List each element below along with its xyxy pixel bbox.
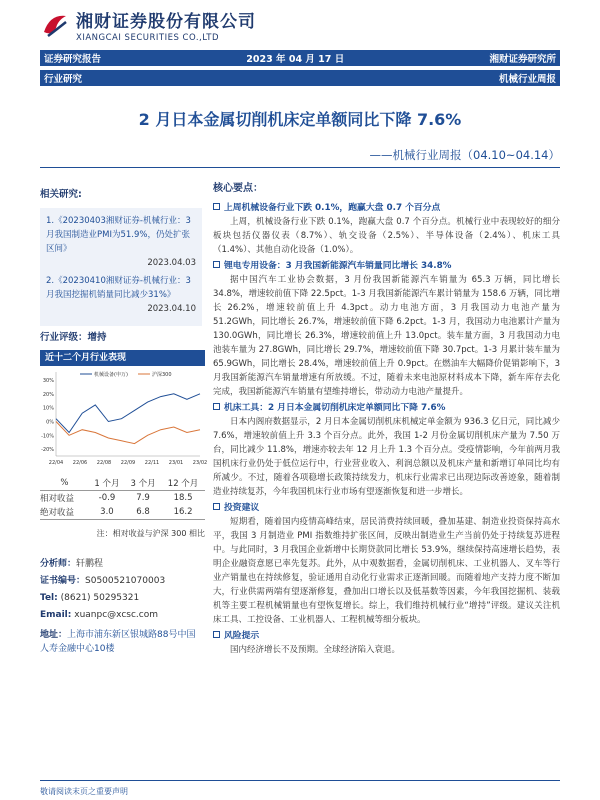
table-cell: 相对收益 (40, 494, 75, 504)
table-cell: 7.9 (136, 493, 150, 503)
table-header: 1 个月 (89, 476, 125, 491)
square-bullet-icon (213, 203, 220, 210)
address-text: 上海市浦东新区银城路88号中国人寿金融中心10楼 (40, 630, 196, 654)
related-list (40, 208, 202, 326)
point-body: 据中国汽车工业协会数据，3 月份我国新能源汽车销量为 65.3 万辆，同比增长 34.8%，增速较前值下降 22.5pct。1-3 月我国新能源汽车累计销量为 158.6 万辆，同比增长 26.2%，增速较前值上升 4.3pct。动力电池方面，3 月我国动力电池产量为 51.2GWh，同比增长 26.7%，增速较前值下降 6.2pct。1-3 月，我国动力电池累计产量为 130.0GWh，同比增长 26.3%，增速较前值上升 13.0pct。装车量方面，3 月我国动力电池装车量为 27.8GWh，同比增长 29.7%，增速较前值下降 30.7pct。1-3 月累计装车量为 65.9GWh，同比增长 28.4%，增速较前值上升 0.9pct。在燃油车大幅降价促销影响下，3 月我国新能源汽车销量增速有所放缓。不过，随着未来电池原材料成本下降，新车库存去化完成，我国新能源汽车销量有望维持增长，带动动力电池产量提升。 (213, 275, 560, 397)
report-category: 行业研究 (44, 74, 83, 85)
tel-label: Tel: (40, 593, 58, 603)
point-title: 机床工具：2 月日本金属切削机床定单额同比下降 7.6% (224, 403, 446, 413)
header-bar-2 (40, 70, 560, 86)
point-section (213, 201, 560, 257)
point-title: 上周机械设备行业下跌 0.1%，跑赢大盘 0.7 个百分点 (224, 203, 441, 213)
related-item[interactable] (46, 274, 196, 316)
x-tick-label: 23/02 (192, 460, 208, 466)
table-cell: -0.9 (98, 493, 116, 503)
related-item[interactable] (46, 214, 196, 270)
x-tick-label: 22/09 (120, 460, 136, 466)
page-title: 2 月日本金属切削机床定单额同比下降 7.6% (138, 110, 462, 129)
point-section (213, 629, 560, 657)
point-title: 锂电专用设备：3 月我国新能源汽车销量同比增长 34.8% (224, 261, 452, 271)
y-tick-label: 30% (42, 378, 54, 384)
core-points (213, 182, 560, 659)
related-item-date: 2023.04.10 (147, 304, 196, 314)
square-bullet-icon (213, 503, 220, 510)
institute-name: 湘财证券研究所 (489, 54, 556, 65)
title-divider (40, 167, 560, 168)
address-label: 地址： (40, 630, 68, 640)
square-bullet-icon (213, 631, 220, 638)
y-tick-label: -20% (41, 447, 54, 454)
related-heading: 相关研究: (40, 189, 82, 200)
point-section (213, 401, 560, 499)
company-name-cn: 湘财证券股份有限公司 (76, 12, 256, 32)
legend-csi300: 沪深300 (152, 372, 172, 378)
report-date: 2023 年 04 月 17 日 (246, 54, 345, 65)
company-name-en: XIANGCAI SECURITIES CO.,LTD (76, 33, 220, 43)
series-line-csi300 (56, 422, 200, 444)
table-cell: 18.5 (173, 493, 193, 503)
table-row (40, 491, 205, 506)
table-header: 12 个月 (161, 476, 205, 491)
cert-label: 证书编号： (40, 576, 86, 586)
y-tick-label: 0% (46, 419, 54, 426)
point-body: 国内经济增长不及预期。全球经济陷入衰退。 (230, 645, 401, 655)
report-type: 证券研究报告 (44, 54, 102, 65)
related-item-text[interactable]: 2.《20230410湘财证券-机械行业：3月我国挖掘机销量同比减少31%》 (46, 276, 191, 300)
core-heading: 核心要点： (213, 183, 263, 194)
table-header-row (40, 476, 205, 491)
point-title: 风险提示 (224, 631, 260, 641)
square-bullet-icon (213, 261, 220, 268)
performance-chart (40, 366, 208, 474)
x-tick-label: 22/04 (48, 460, 64, 466)
x-tick-label: 23/01 (168, 460, 184, 466)
logo-icon (40, 10, 70, 40)
table-cell: 绝对收益 (40, 508, 75, 518)
table-header: 3 个月 (125, 476, 161, 491)
table-cell: 6.8 (136, 507, 150, 517)
related-item-text[interactable]: 1.《20230403湘财证券-机械行业：3月我国制造业PMI为51.9%，仍处扩张区间》 (46, 216, 191, 254)
table-cell: 3.0 (100, 507, 114, 517)
page-subtitle: ——机械行业周报（04.10~04.14） (369, 148, 560, 162)
company-logo (40, 6, 256, 44)
chart-title: 近十二个月行业表现 (40, 350, 205, 366)
x-tick-label: 22/11 (144, 460, 160, 466)
series-line-machinery (56, 394, 200, 433)
legend-machinery: 机械设备(申万) (94, 372, 128, 378)
related-item-date: 2023.04.03 (147, 258, 196, 268)
table-row (40, 505, 205, 520)
table-cell: 16.2 (173, 507, 193, 517)
footer-divider (40, 780, 560, 781)
footer-disclaimer: 敬请阅读末页之重要声明 (40, 787, 128, 796)
performance-table (40, 476, 205, 520)
point-body: 短期看，随着国内疫情高峰结束，居民消费持续回暖，叠加基建、制造业投资保持高水平，我国 3 月制造业 PMI 指数维持扩张区间，反映出制造业生产当前仍处于持续复苏进程中。与此同时，3 月我国企业新增中长期贷款同比增长 53.9%，继续保持高速增长趋势，表明企业融资意愿已率先复苏。此外，从中观数据看，金属切削机床、工业机器人、叉车等行业产销量也在持续修复，验证通用自动化行业需求正逐渐回暖。而随着地产支持力度不断加大，行业供需两端有望逐渐修复，叠加出口增长以及低基数等因素，今年我国挖掘机、装载机等主要工程机械销量也有望恢复增长。综上，我们维持机械行业“增持”评级。建议关注机床工具、工控设备、工业机器人、工程机械等细分板块。 (213, 517, 560, 625)
square-bullet-icon (213, 403, 220, 410)
tel-number: (8621) 50295321 (60, 593, 140, 603)
related-research (40, 186, 202, 326)
email-link[interactable]: xuanpc@xcsc.com (74, 610, 158, 620)
x-tick-label: 22/08 (96, 460, 112, 466)
point-section (213, 501, 560, 627)
analyst-info (40, 556, 202, 656)
report-series: 机械行业周报 (498, 74, 556, 85)
analyst-name-label: 分析师： (40, 559, 77, 569)
table-note: 注：相对收益与沪深 300 相比 (96, 529, 205, 538)
analyst-name: 轩鹏程 (76, 559, 104, 569)
point-section (213, 259, 560, 399)
x-tick-label: 22/06 (72, 460, 88, 466)
point-title: 投资建议 (224, 503, 260, 513)
y-tick-label: 10% (42, 405, 54, 412)
header-bar-1 (40, 50, 560, 66)
email-label: Email: (40, 610, 72, 620)
table-header: % (40, 476, 89, 491)
cert-number: S0500521070003 (85, 576, 166, 586)
y-tick-label: 20% (42, 391, 54, 398)
industry-rating: 行业评级：增持 (40, 332, 107, 343)
point-body: 上周，机械设备行业下跌 0.1%，跑赢大盘 0.7 个百分点。机械行业中表现较好的细分板块包括仪器仪表（8.7%）、轨交设备（2.5%）、半导体设备（2.4%）、机床工具（1.4%）、其他自动化设备（1.0%）。 (213, 217, 560, 255)
point-body: 日本内阁府数据显示，2 月日本金属切削机床机械定单金额为 936.3 亿日元，同比减少 7.6%，增速较前值上升 3.3 个百分点。此外，我国 1-2 月份金属切削机床产量为 7.50 万台，同比减少 11.8%，增速亦较去年 12 月上升 1.3 个百分点。受疫情影响，今年前两月我国机床行业仍处于低位运行中，行业营业收入、利润总额以及机床产量和新增订单同比均有所减少。不过，随着各项稳增长政策持续发力，机床行业需求已出现边际改善迹象，随着制造业持续复苏，今年我国机床行业市场有望逐渐恢复和进一步增长。 (213, 417, 560, 497)
y-tick-label: -10% (41, 433, 54, 440)
